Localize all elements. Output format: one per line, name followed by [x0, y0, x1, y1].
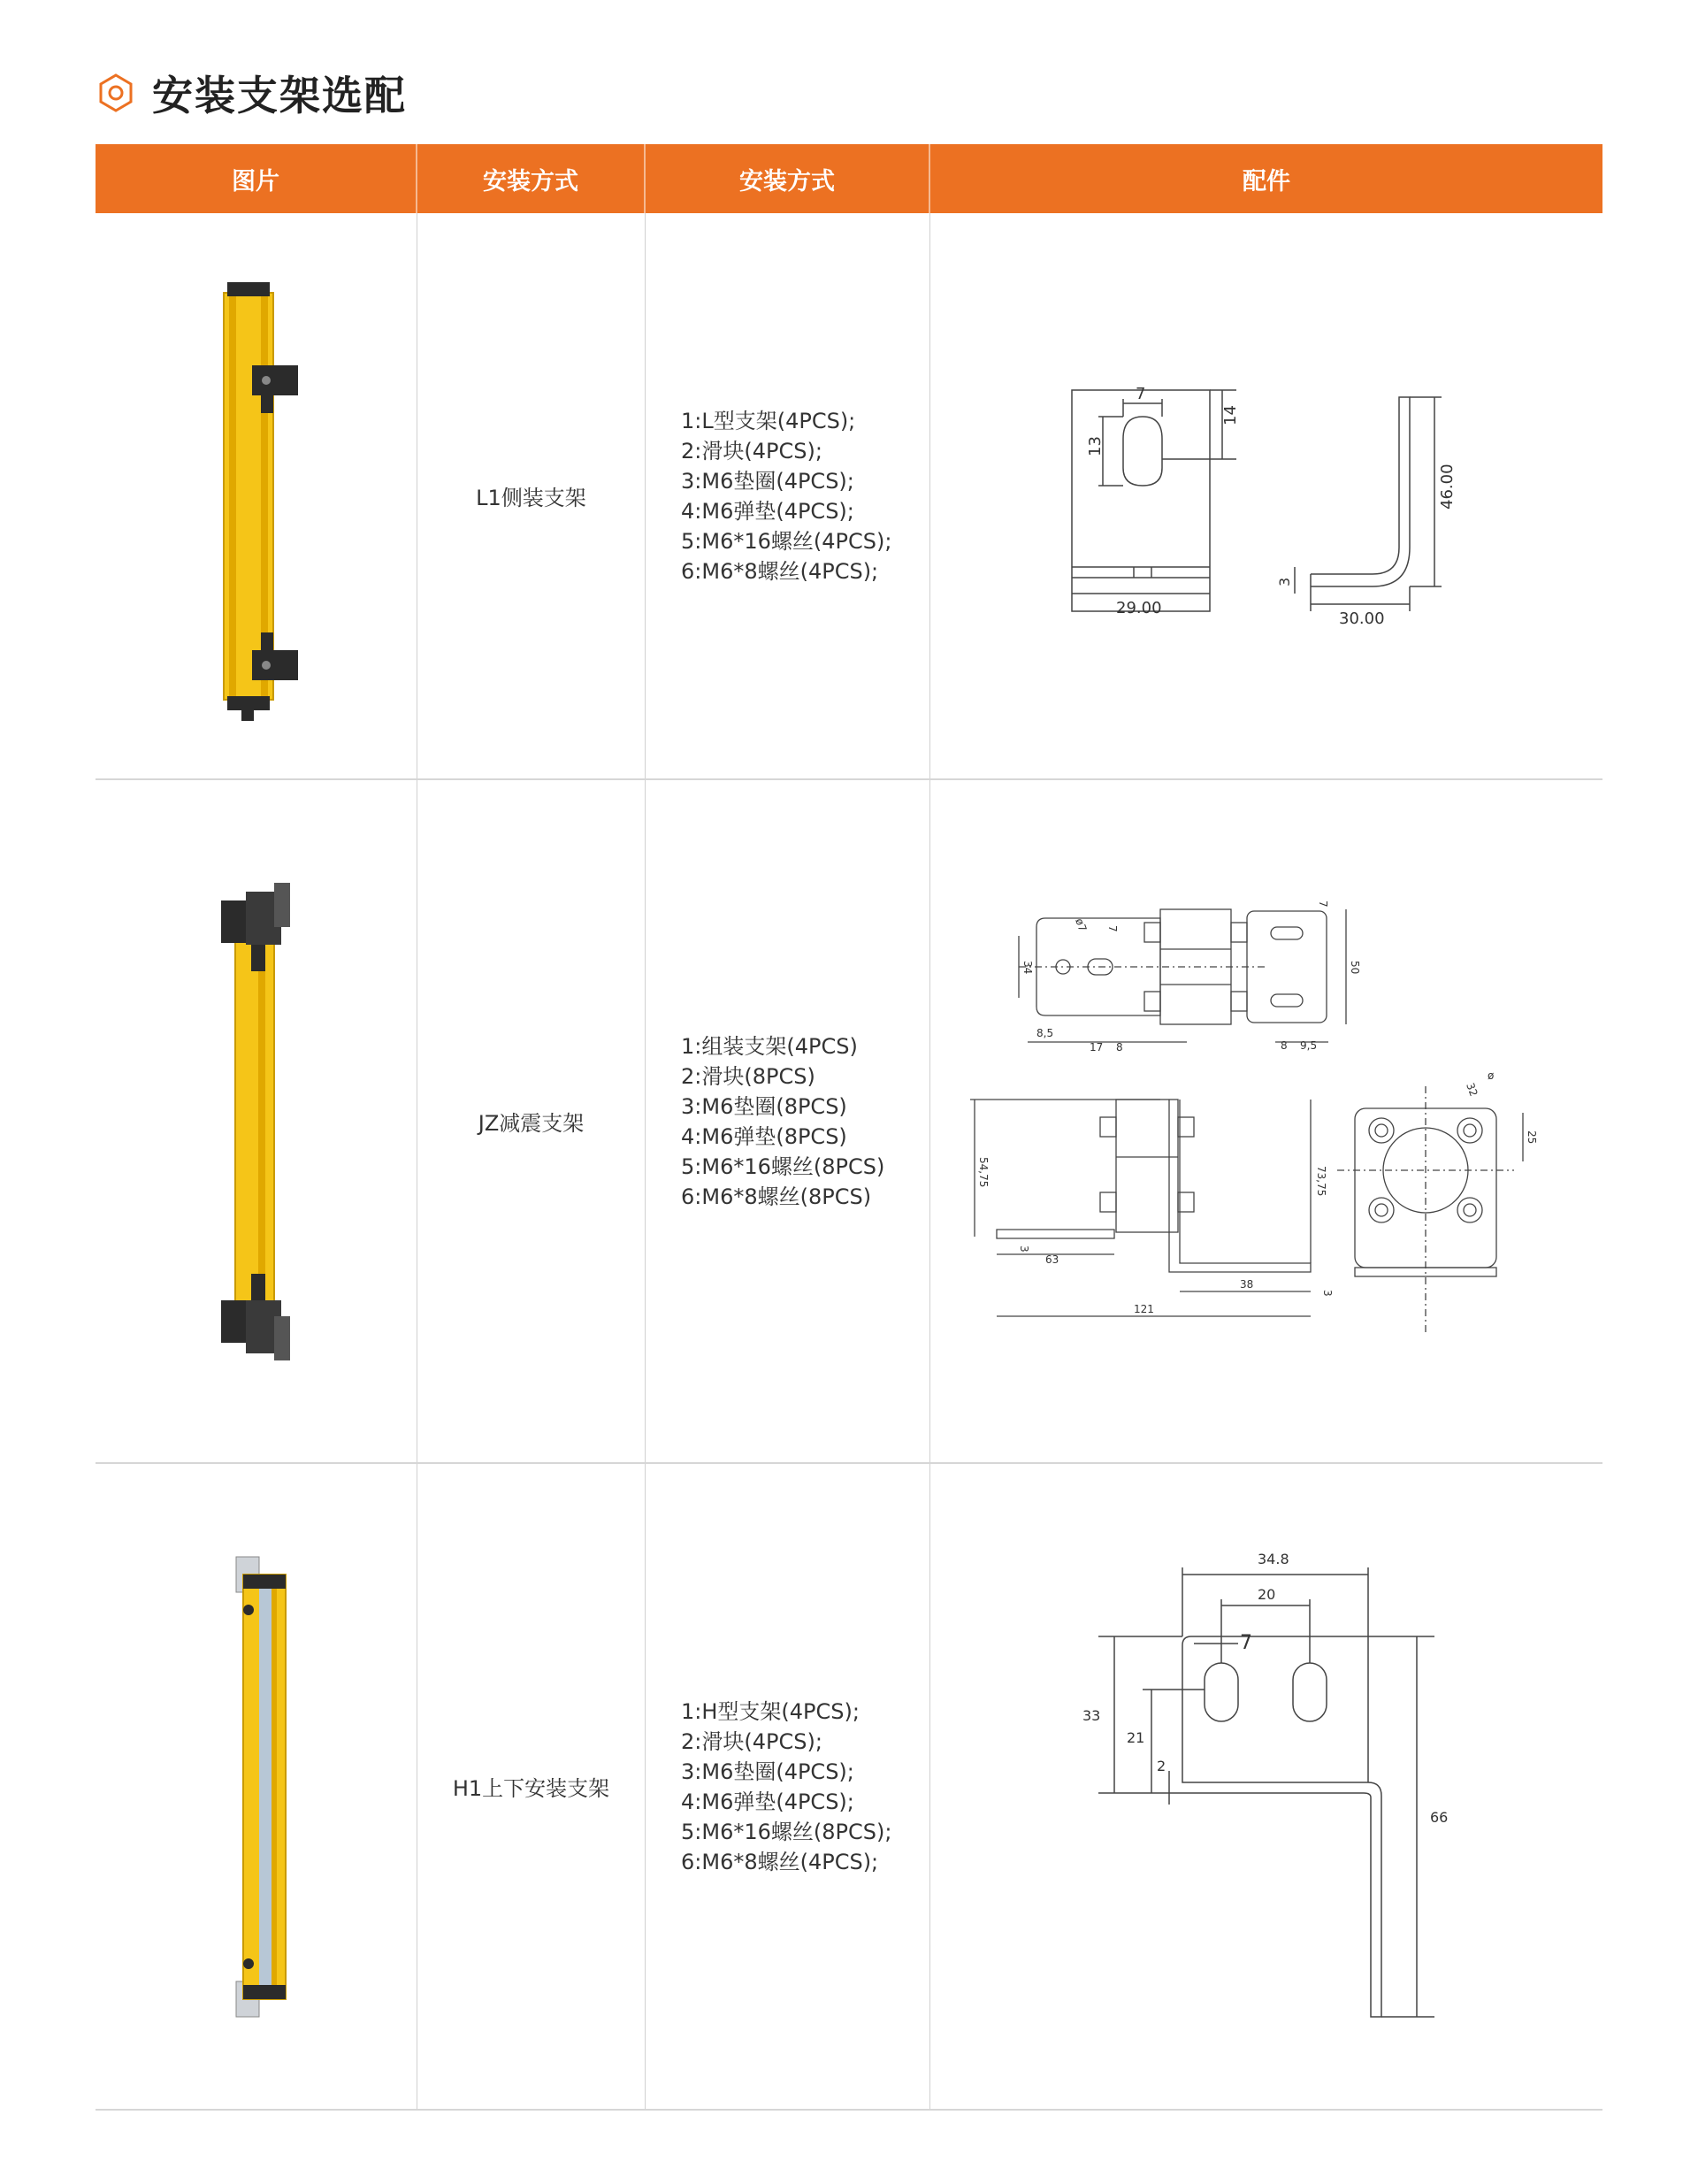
dim-label: 73,75 — [1315, 1165, 1327, 1196]
install-mode: L1侧装支架 — [417, 213, 646, 778]
dim-label: 30.00 — [1339, 609, 1385, 628]
dim-label: 32 — [1464, 1080, 1480, 1098]
product-image-cell — [96, 213, 417, 778]
list-item: 4:M6弹垫(8PCS) — [681, 1123, 847, 1149]
dim-label: 66 — [1430, 1808, 1449, 1826]
dim-label: 33 — [1082, 1706, 1101, 1724]
table-header — [96, 144, 1602, 213]
dim-label: 14 — [1221, 404, 1240, 425]
dim-label: 3 — [1321, 1289, 1334, 1297]
dim-label: 63 — [1045, 1253, 1059, 1266]
list-item: 5:M6*16螺丝(8PCS); — [681, 1819, 892, 1844]
dim-label: 20 — [1258, 1585, 1276, 1603]
dim-label: 7 — [1136, 384, 1146, 403]
technical-drawing-cell — [930, 1464, 1602, 2109]
dim-label: 54,75 — [977, 1156, 990, 1187]
product-image-l1 — [199, 257, 314, 735]
drawing-jz-bracket — [957, 874, 1576, 1369]
dim-label: 8,5 — [1036, 1026, 1054, 1039]
list-item: 5:M6*16螺丝(8PCS) — [681, 1153, 885, 1179]
install-mode: H1上下安装支架 — [417, 1464, 646, 2109]
drawing-h-bracket — [1063, 1539, 1470, 2035]
accessory-list — [646, 1464, 930, 2109]
accessory-list — [646, 780, 930, 1462]
dim-label: 8 — [1116, 1040, 1123, 1054]
install-mode: JZ减震支架 — [417, 780, 646, 1462]
list-item: 1:组装支架(4PCS) — [681, 1033, 858, 1059]
list-item: 3:M6垫圈(8PCS) — [681, 1093, 847, 1119]
table-row — [96, 213, 1602, 780]
dim-label: 9,5 — [1300, 1038, 1318, 1052]
dim-label: 2 — [1157, 1757, 1166, 1774]
list-item: 2:滑块(4PCS); — [681, 438, 822, 464]
section-title — [96, 62, 407, 124]
header-accessories: 配件 — [1243, 167, 1290, 195]
accessory-list — [646, 213, 930, 778]
list-item: 4:M6弹垫(4PCS); — [681, 498, 854, 524]
list-item: 1:L型支架(4PCS); — [681, 408, 856, 433]
header-install-mode-2: 安装方式 — [646, 144, 930, 213]
dim-label: 13 — [1086, 435, 1105, 456]
product-image-cell — [96, 780, 417, 1462]
dim-label: 50 — [1349, 960, 1361, 974]
dim-label: ø — [1488, 1069, 1495, 1082]
product-image-jz — [203, 874, 310, 1369]
product-image-cell — [96, 1464, 417, 2109]
technical-drawing-cell — [930, 780, 1602, 1462]
dim-label: 21 — [1127, 1728, 1145, 1746]
table-row — [96, 780, 1602, 1464]
product-image-h1 — [208, 1548, 305, 2026]
list-item: 3:M6垫圈(4PCS); — [681, 1759, 854, 1784]
technical-drawing-cell — [930, 213, 1602, 778]
list-item: 6:M6*8螺丝(4PCS); — [681, 558, 879, 584]
dim-label: 7 — [1106, 924, 1119, 932]
dim-label: 34 — [1021, 960, 1034, 974]
dim-label: 3 — [1018, 1245, 1030, 1253]
hexagon-nut-icon — [96, 73, 136, 113]
list-item: 3:M6垫圈(4PCS); — [681, 468, 854, 494]
dim-label: ø7 — [1073, 916, 1090, 933]
dim-label: 34.8 — [1258, 1550, 1289, 1567]
list-item: 6:M6*8螺丝(8PCS) — [681, 1184, 872, 1209]
table-row — [96, 1464, 1602, 2111]
dim-label: 3 — [1276, 577, 1293, 586]
dim-label: 38 — [1240, 1277, 1254, 1291]
list-item: 2:滑块(8PCS) — [681, 1063, 815, 1089]
bracket-options-table — [96, 144, 1602, 2111]
dim-label: 7 — [1317, 900, 1329, 908]
list-item: 1:H型支架(4PCS); — [681, 1698, 860, 1724]
header-picture: 图片 — [96, 144, 417, 213]
drawing-l-bracket — [1019, 355, 1514, 638]
dim-label: 29.00 — [1116, 598, 1162, 617]
list-item: 6:M6*8螺丝(4PCS); — [681, 1849, 879, 1874]
dim-label: 46.00 — [1438, 463, 1457, 510]
header-install-mode: 安装方式 — [417, 144, 646, 213]
dim-label: 17 — [1090, 1040, 1104, 1054]
list-item: 2:滑块(4PCS); — [681, 1728, 822, 1754]
dim-label: 121 — [1134, 1302, 1154, 1315]
dim-label: 8 — [1281, 1038, 1288, 1052]
list-item: 4:M6弹垫(4PCS); — [681, 1789, 854, 1814]
dim-label: 7 — [1240, 1631, 1252, 1654]
dim-label: 25 — [1526, 1130, 1538, 1144]
page-title: 安装支架选配 — [152, 72, 407, 119]
list-item: 5:M6*16螺丝(4PCS); — [681, 528, 892, 554]
